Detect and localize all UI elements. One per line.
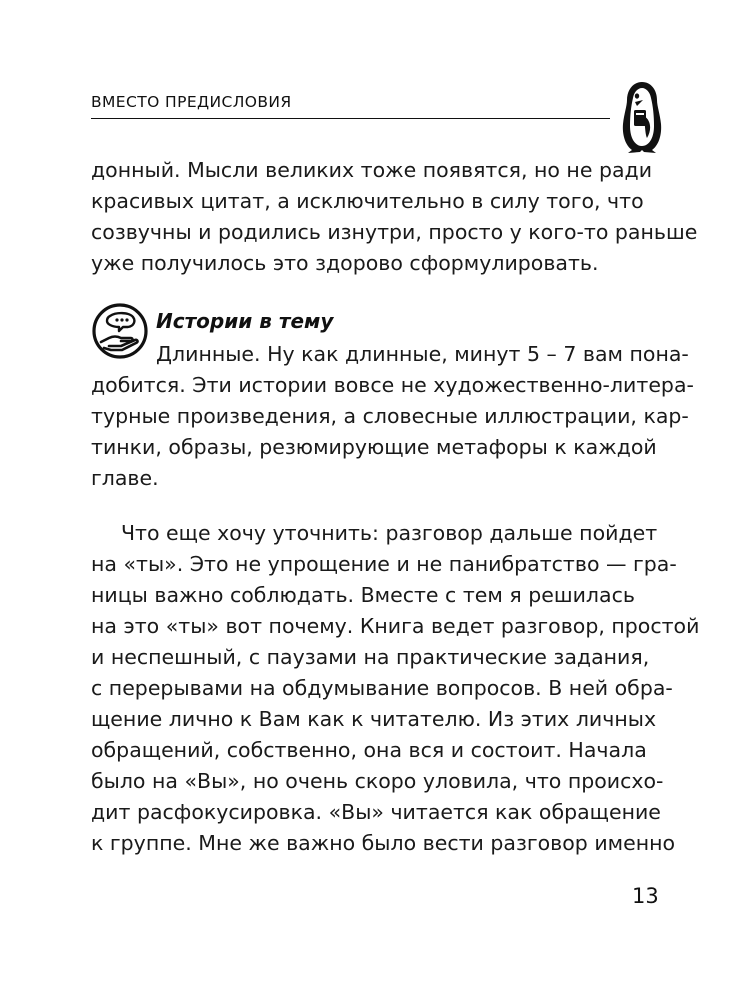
chapter-title: ВМЕСТО ПРЕДИСЛОВИЯ (91, 93, 292, 111)
text-line: с перерывами на обдумывание вопросов. В ней обра- (91, 676, 673, 700)
stories-paragraph (91, 370, 694, 494)
text-line: Что еще хочу уточнить: разговор дальше пойдет (121, 521, 658, 545)
text-line: созвучны и родились изнутри, просто у кого-то раньше (91, 220, 698, 244)
text-line: на это «ты» вот почему. Книга ведет разговор, простой (91, 614, 700, 638)
text-line: дит расфокусировка. «Вы» читается как обращение (91, 800, 661, 824)
text-line: добится. Эти истории вовсе не художественно-литера- (91, 373, 694, 397)
text-line: было на «Вы», но очень скоро уловила, что происхо- (91, 769, 664, 793)
text-line: турные произведения, а словесные иллюстрации, кар- (91, 404, 689, 428)
text-line: главе. (91, 466, 159, 490)
text-line: на «ты». Это не упрощение и не панибратство — гра- (91, 552, 677, 576)
text-line: ницы важно соблюдать. Вместе с тем я решилась (91, 583, 635, 607)
paragraph-main (91, 518, 700, 859)
penguin-icon (621, 80, 663, 154)
text-line: Длинные. Ну как длинные, минут 5 – 7 вам пона- (156, 342, 689, 366)
text-line: донный. Мысли великих тоже появятся, но не ради (91, 158, 653, 182)
text-line: обращений, собственно, она вся и состоит. Начала (91, 738, 647, 762)
story-first-line (156, 339, 689, 370)
page-number: 13 (632, 884, 659, 908)
text-line: и неспешный, с паузами на практические задания, (91, 645, 650, 669)
text-line: тинки, образы, резюмирующие метафоры к каждой (91, 435, 657, 459)
speech-hand-icon (91, 302, 149, 360)
text-line: уже получилось это здорово сформулировать. (91, 251, 599, 275)
running-header (91, 92, 610, 119)
section-title: Истории в тему (156, 309, 334, 333)
text-line: щение лично к Вам как к читателю. Из этих личных (91, 707, 657, 731)
paragraph-continuation (91, 155, 698, 279)
text-line: красивых цитат, а исключительно в силу того, что (91, 189, 644, 213)
text-line: к группе. Мне же важно было вести разговор именно (91, 831, 676, 855)
